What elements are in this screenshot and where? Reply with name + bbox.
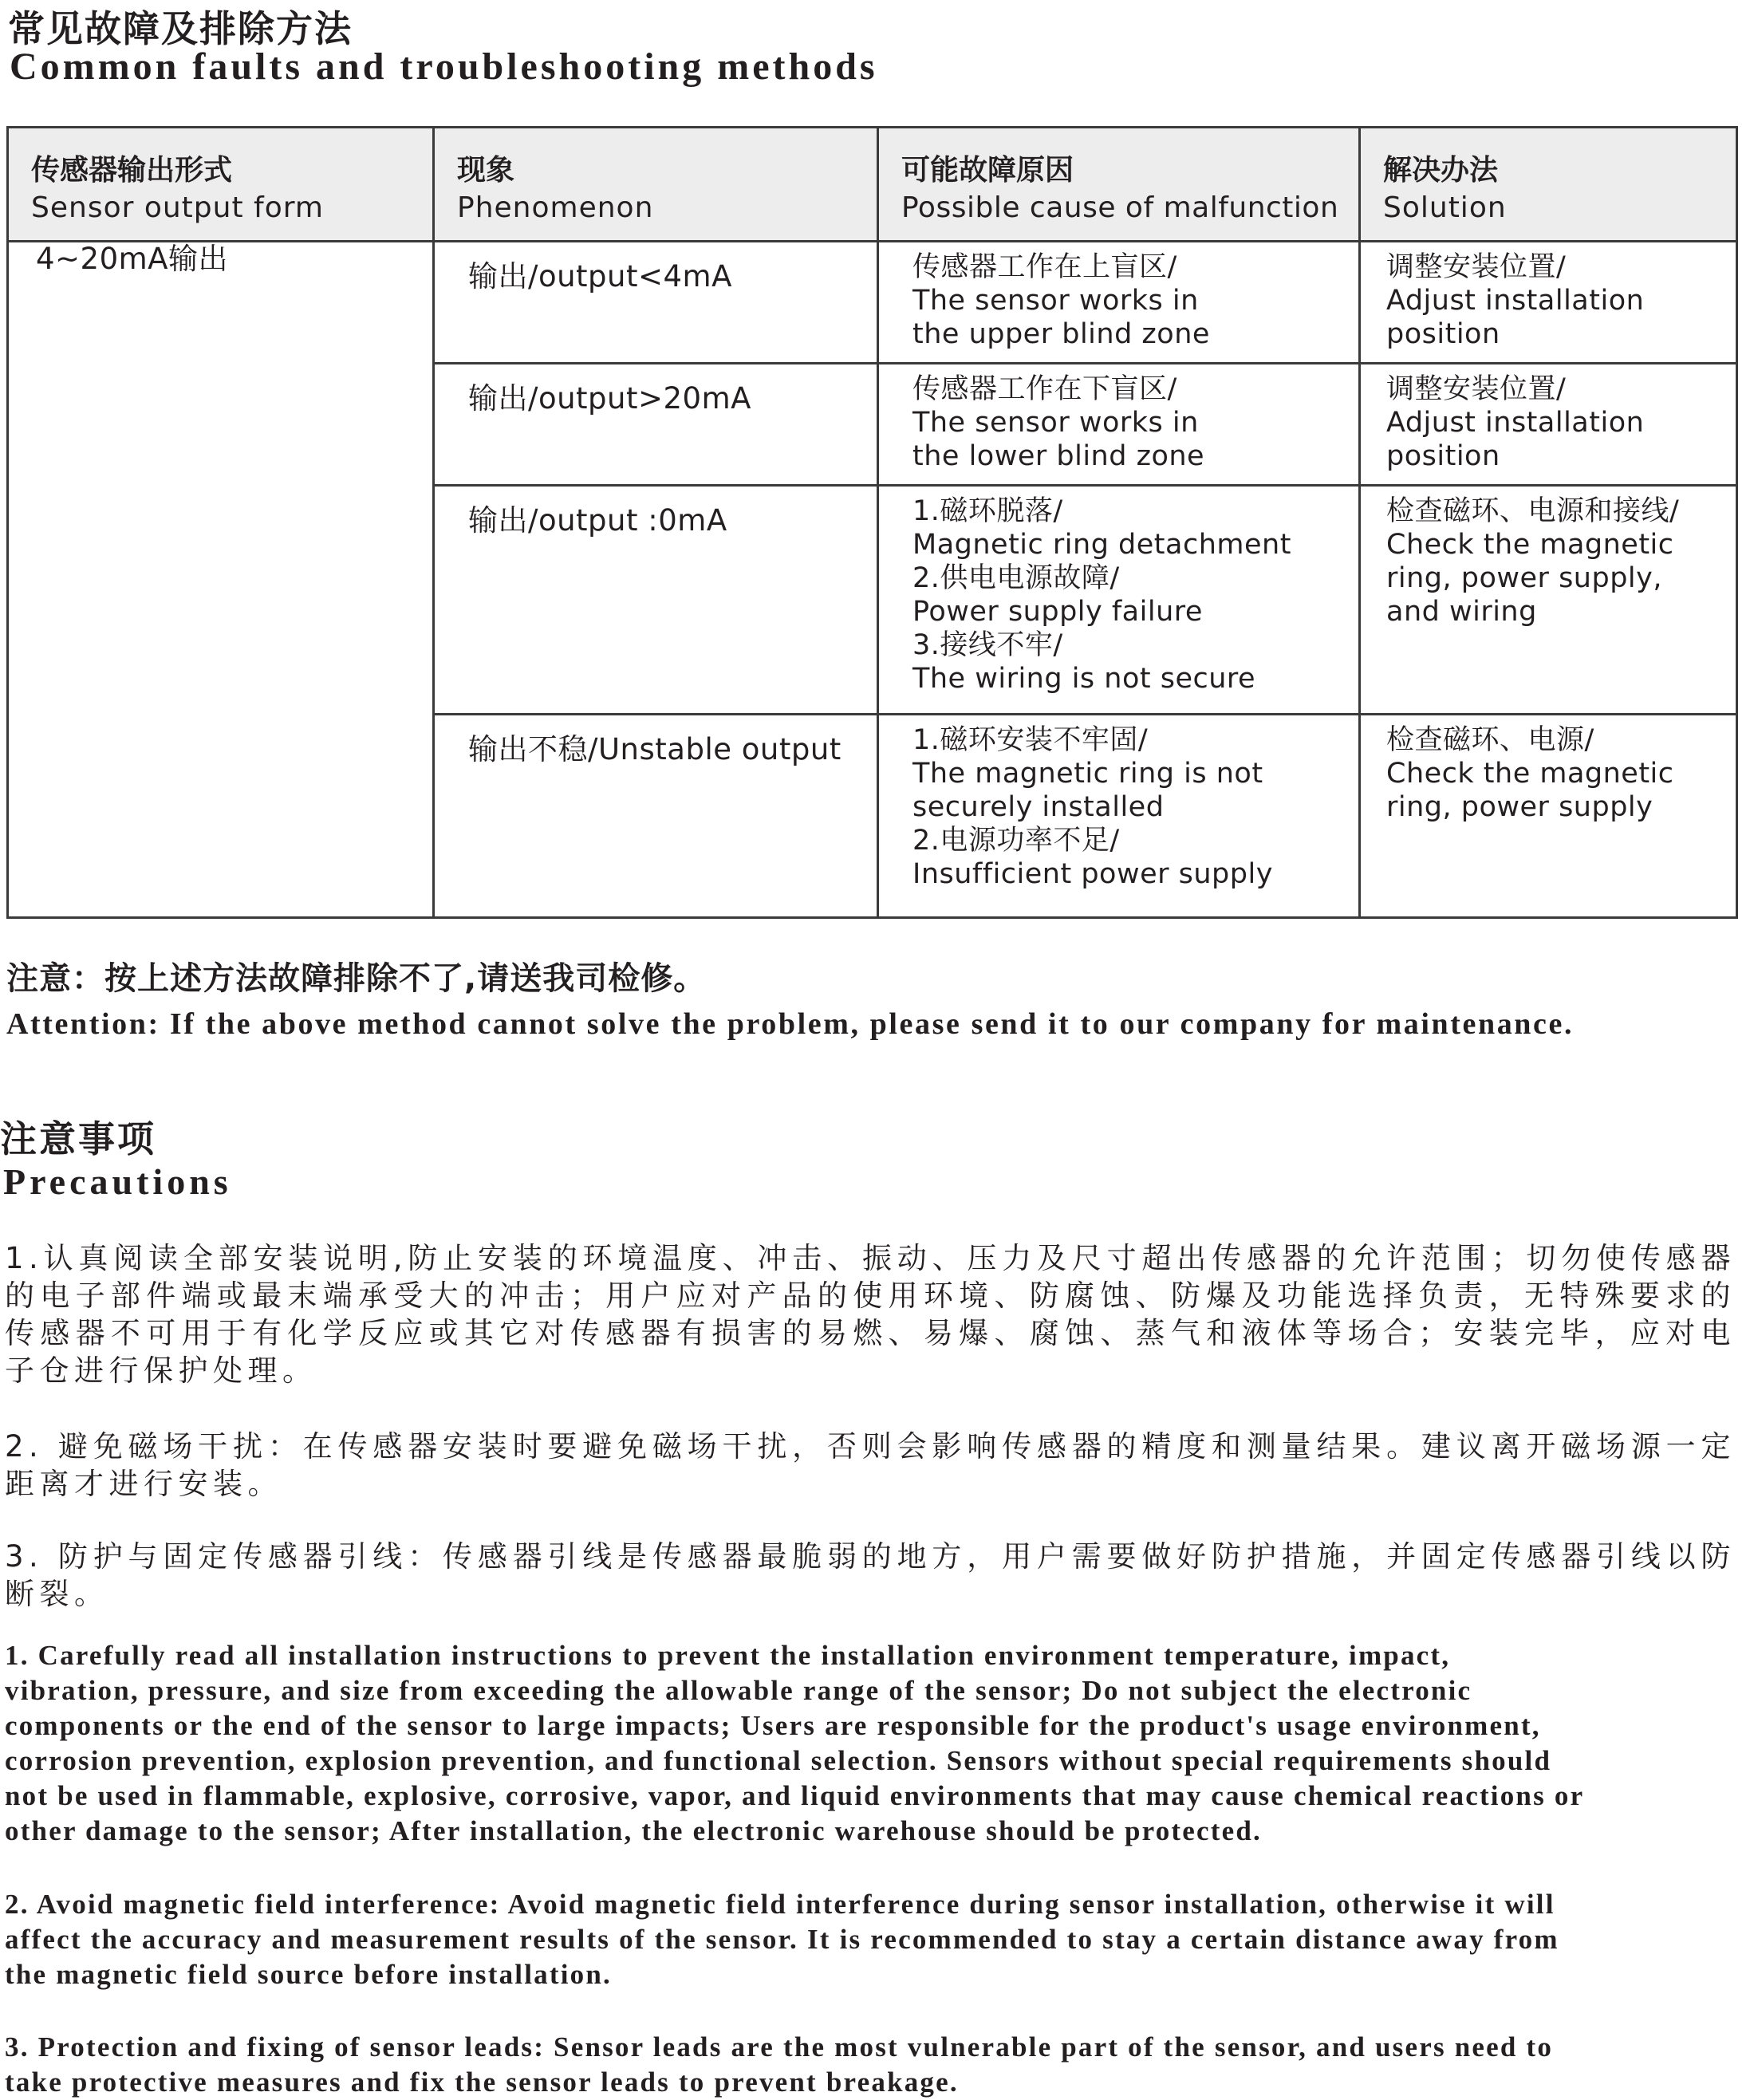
header-phenomenon xyxy=(434,128,878,242)
phenomenon-cell xyxy=(434,486,878,715)
phenomenon-text: 输出不稳/Unstable output xyxy=(468,732,841,766)
header-label-en: Phenomenon xyxy=(457,191,654,224)
header-label-zh: 可能故障原因 xyxy=(901,154,1074,187)
header-label-zh: 传感器输出形式 xyxy=(31,154,233,187)
cause-text: 1.磁环脱落/ Magnetic ring detachment 2.供电电源故障/ Power supply failure 3.接线不牢/ The wiring is not secure xyxy=(912,495,1291,695)
precaution-zh-item: 1.认真阅读全部安装说明,防止安装的环境温度、冲击、振动、压力及尺寸超出传感器的允许范围；切勿使传感器的电子部件端或最末端承受大的冲击；用户应对产品的使用环境、防腐蚀、防爆及功能选择负责，无特殊要求的传感器不可用于有化学反应或其它对传感器有损害的易燃、易爆、腐蚀、蒸气和液体等场合；安装完毕，应对电子仓进行保护处理。 xyxy=(5,1241,1736,1388)
header-cause xyxy=(878,128,1360,242)
solution-text: 调整安装位置/ Adjust installation position xyxy=(1386,373,1645,472)
precaution-en-item: 2. Avoid magnetic field interference: Avoid magnetic field interference during sensor installation, otherwise it will affect the accuracy and measurement results of the sensor. It is recommended to stay a certain distance away from the magnetic field source before installation. xyxy=(5,1889,1559,1990)
solution-text: 检查磁环、电源和接线/ Check the magnetic ring, power supply, and wiring xyxy=(1386,495,1680,628)
solution-cell xyxy=(1360,364,1737,486)
cause-text: 传感器工作在下盲区/ The sensor works in the lower blind zone xyxy=(912,373,1205,472)
precautions-title-zh: 注意事项 xyxy=(0,1117,156,1160)
phenomenon-text: 输出/output>20mA xyxy=(468,381,751,416)
precaution-en-item: 1. Carefully read all installation instructions to prevent the installation environment temperature, impact, vibration, pressure, and size from exceeding the allowable range of the sensor; Do not subject the electronic components or the end of the sensor to large impacts; Users are responsible for the product's usage environment, corrosion prevention, explosion prevention, and functional selection. Sensors without special requirements should not be used in flammable, explosive, corrosive, vapor, and liquid environments that may cause chemical reactions or other damage to the sensor; After installation, the electronic warehouse should be protected. xyxy=(5,1640,1585,1846)
output-form-cell xyxy=(8,242,434,918)
table-header-row xyxy=(8,128,1737,242)
solution-text: 调整安装位置/ Adjust installation position xyxy=(1386,251,1645,350)
precaution-zh-item: 3. 防护与固定传感器引线：传感器引线是传感器最脆弱的地方，用户需要做好防护措施，并固定传感器引线以防断裂。 xyxy=(5,1539,1736,1611)
phenomenon-cell xyxy=(434,364,878,486)
cause-cell xyxy=(878,364,1360,486)
cause-text: 1.磁环安装不牢固/ The magnetic ring is not securely installed 2.电源功率不足/ Insufficient power supply xyxy=(912,724,1273,890)
cause-text: 传感器工作在上盲区/ The sensor works in the upper blind zone xyxy=(912,251,1210,350)
solution-cell xyxy=(1360,486,1737,715)
header-label-en: Sensor output form xyxy=(31,191,324,224)
phenomenon-cell xyxy=(434,242,878,364)
phenomenon-text: 输出/output<4mA xyxy=(468,259,732,294)
solution-cell xyxy=(1360,242,1737,364)
header-output-form xyxy=(8,128,434,242)
faults-title-en: Common faults and troubleshooting methods xyxy=(10,45,878,88)
cause-cell xyxy=(878,715,1360,918)
precautions-title-en: Precautions xyxy=(3,1161,232,1202)
solution-text: 检查磁环、电源/ Check the magnetic ring, power supply xyxy=(1386,724,1674,823)
cause-cell xyxy=(878,242,1360,364)
header-solution xyxy=(1360,128,1737,242)
precaution-zh-item: 2. 避免磁场干扰：在传感器安装时要避免磁场干扰，否则会影响传感器的精度和测量结果。建议离开磁场源一定距离才进行安装。 xyxy=(5,1429,1736,1501)
header-label-zh: 解决办法 xyxy=(1383,154,1499,187)
header-label-zh: 现象 xyxy=(457,154,515,187)
attention-note-zh: 注意：按上述方法故障排除不了,请送我司检修。 xyxy=(6,960,707,997)
header-label-en: Possible cause of malfunction xyxy=(901,191,1339,224)
attention-note-en: Attention: If the above method cannot solve the problem, please send it to our company for maintenance. xyxy=(6,1007,1575,1041)
phenomenon-cell xyxy=(434,715,878,918)
table-row xyxy=(8,242,1737,364)
faults-table xyxy=(6,126,1738,919)
phenomenon-text: 输出/output :0mA xyxy=(468,503,727,538)
cause-cell xyxy=(878,486,1360,715)
solution-cell xyxy=(1360,715,1737,918)
header-label-en: Solution xyxy=(1383,191,1507,224)
faults-title-zh: 常见故障及排除方法 xyxy=(8,7,353,50)
output-form-text: 4~20mA输出 xyxy=(36,242,228,276)
precaution-en-item: 3. Protection and fixing of sensor leads: Sensor leads are the most vulnerable part of the sensor, and users need to take protective measures and fix the sensor leads to prevent breakage. xyxy=(5,2031,1554,2098)
